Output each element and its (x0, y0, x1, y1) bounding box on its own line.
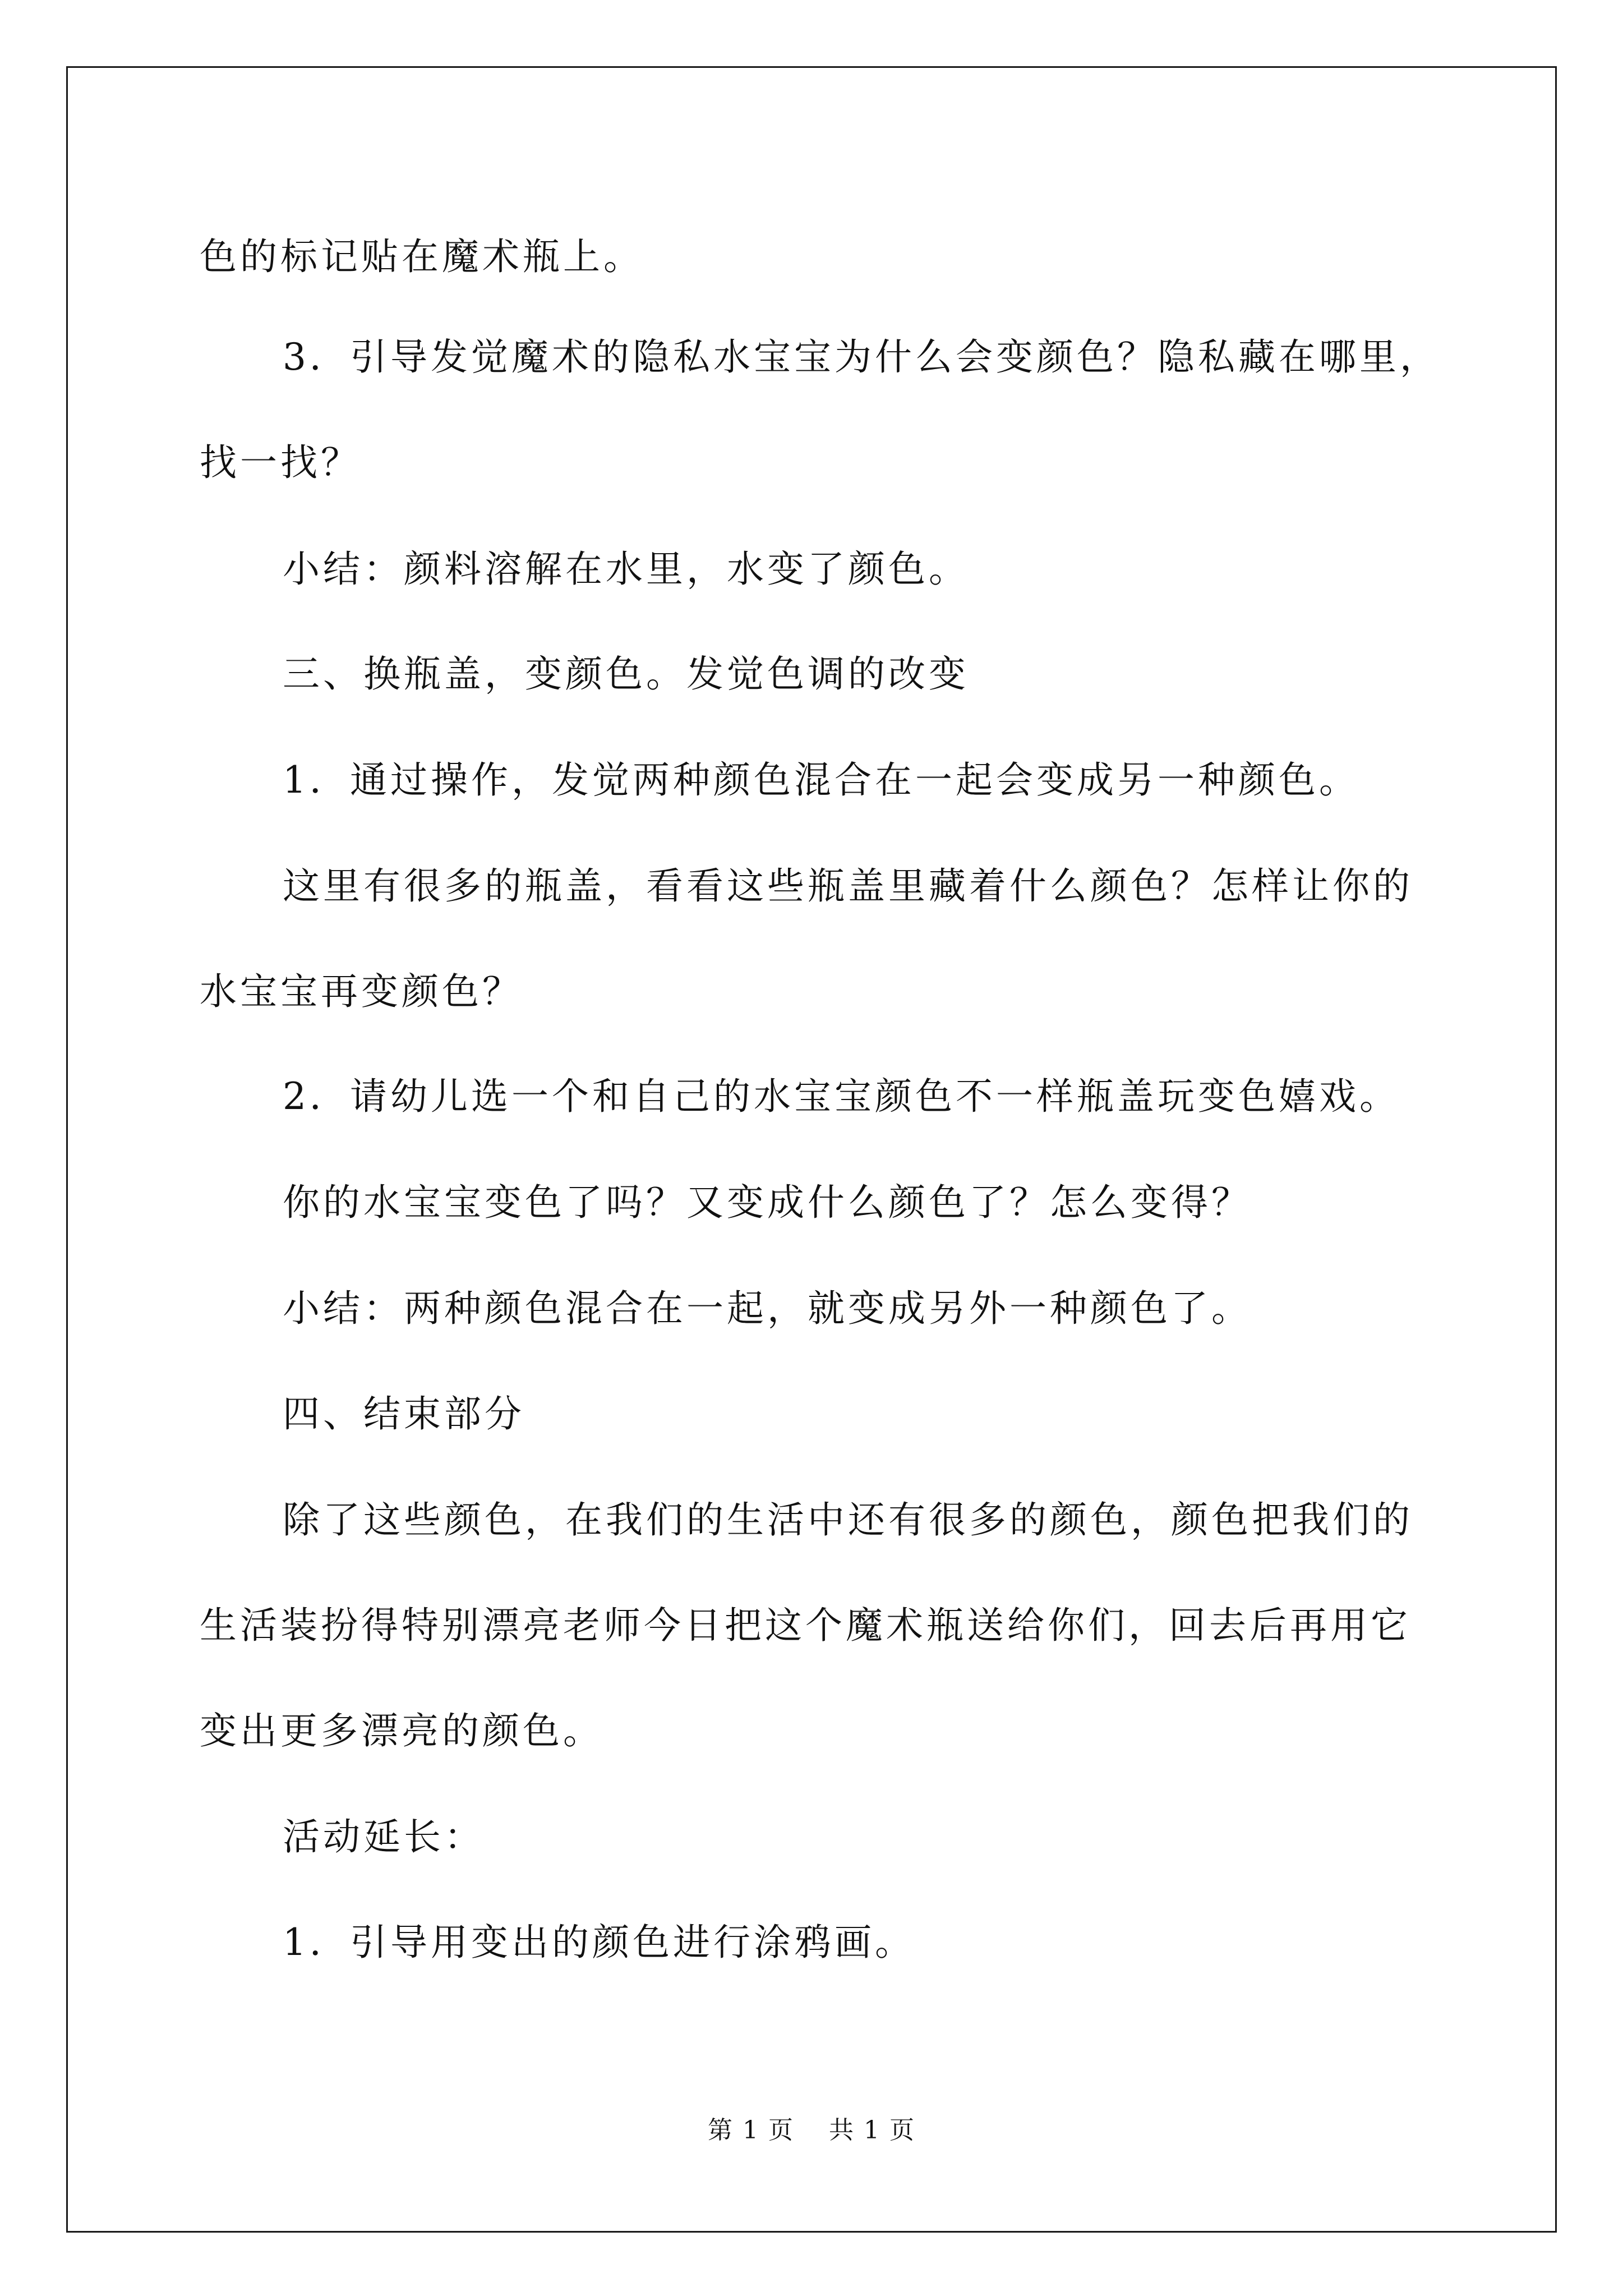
text-line: 这里有很多的瓶盖，看看这些瓶盖里藏着什么颜色？怎样让你的 (283, 864, 1413, 908)
text-line: 活动延长： (283, 1815, 485, 1858)
page-number-footer: 第 1 页 共 1 页 (708, 2116, 915, 2145)
text-line: 3．引导发觉魔术的隐私水宝宝为什么会变颜色？隐私藏在哪里， (283, 335, 1440, 379)
text-line: 除了这些颜色，在我们的生活中还有很多的颜色，颜色把我们的 (283, 1498, 1413, 1542)
text-line: 变出更多漂亮的颜色。 (200, 1709, 603, 1752)
text-line: 水宝宝再变颜色？ (200, 970, 523, 1013)
text-line: 生活装扮得特别漂亮老师今日把这个魔术瓶送给你们，回去后再用它 (200, 1604, 1411, 1647)
section-heading: 三、换瓶盖，变颜色。发觉色调的改变 (283, 652, 969, 696)
text-line: 色的标记贴在魔术瓶上。 (200, 235, 644, 278)
page-border (66, 66, 1557, 2233)
text-line: 找一找？ (200, 441, 361, 484)
text-line: 你的水宝宝变色了吗？又变成什么颜色了？怎么变得？ (283, 1181, 1252, 1224)
text-line: 1．引导用变出的颜色进行涂鸦画。 (283, 1921, 915, 1964)
text-line: 1．通过操作，发觉两种颜色混合在一起会变成另一种颜色。 (283, 758, 1359, 802)
text-line: 2．请幼儿选一个和自己的水宝宝颜色不一样瓶盖玩变色嬉戏。 (283, 1075, 1400, 1118)
text-line: 小结：颜料溶解在水里，水变了颜色。 (283, 547, 969, 591)
section-heading: 四、结束部分 (283, 1392, 525, 1435)
text-line: 小结：两种颜色混合在一起，就变成另外一种颜色了。 (283, 1287, 1252, 1330)
